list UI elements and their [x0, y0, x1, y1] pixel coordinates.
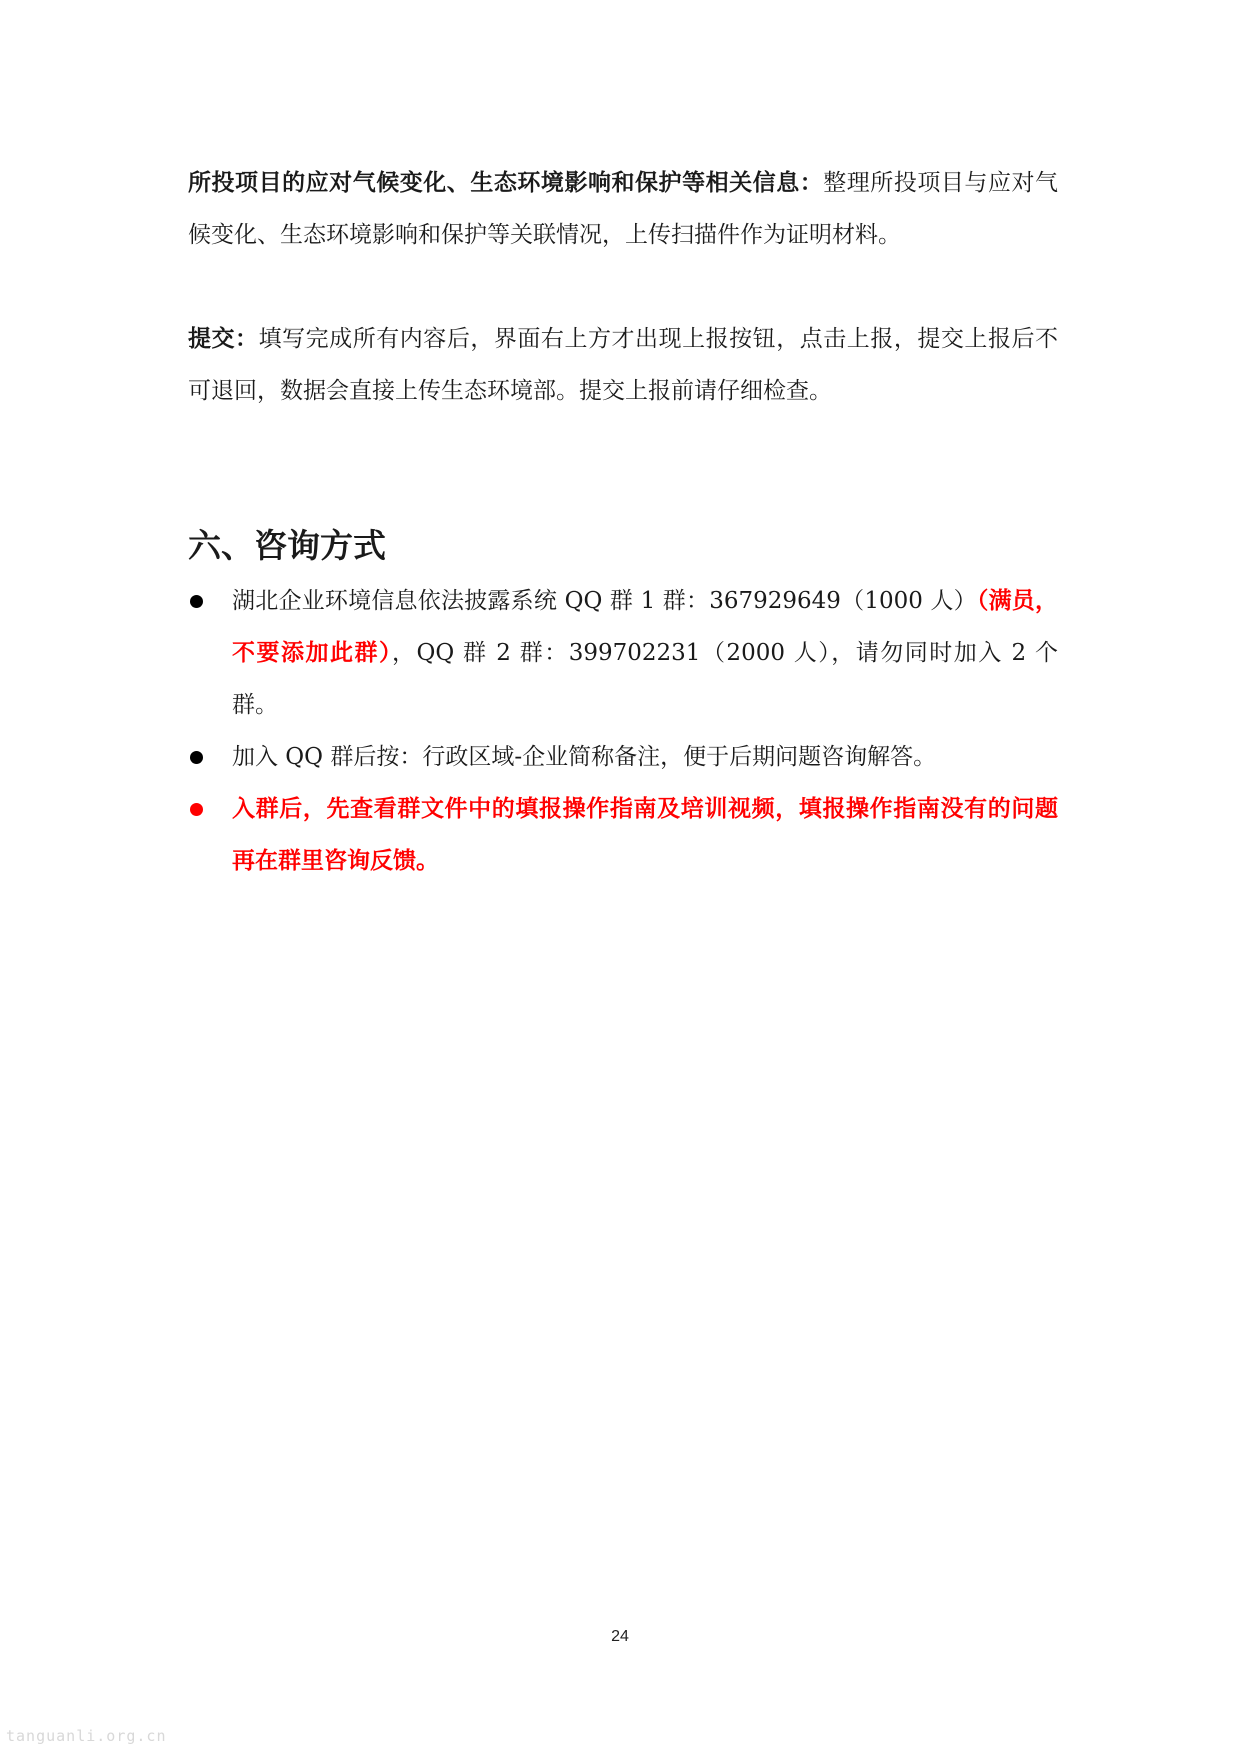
paragraph-text: 填写完成所有内容后，界面右上方才出现上报按钮，点击上报，提交上报后不可退回，数据会直接上传生态环境部。提交上报前请仔细检查。	[188, 326, 1059, 404]
paragraph-lead: 提交：	[188, 326, 259, 352]
remark-format-text: 加入 QQ 群后按：行政区域-企业简称备注，便于后期问题咨询解答。	[232, 744, 937, 770]
watermark: tanguanli.org.cn	[6, 1727, 167, 1745]
read-guide-text: 入群后，先查看群文件中的填报操作指南及培训视频，填报操作指南没有的问题再在群里咨询反馈。	[232, 796, 1058, 874]
page-number: 24	[611, 1628, 629, 1645]
section-heading: 六、咨询方式	[188, 526, 386, 565]
full-group-warning: （满员，不要添加此群）	[232, 588, 1059, 666]
list-item-qq-groups	[188, 575, 1058, 731]
list-item-read-guide	[188, 783, 1058, 887]
list-item-remark-format	[188, 731, 1058, 783]
paragraph-lead: 所投项目的应对气候变化、生态环境影响和保护等相关信息：	[188, 170, 824, 196]
paragraph-project-info	[188, 157, 1058, 261]
qq-groups-text-2: ，QQ 群 2 群：399702231（2000 人），请勿同时加入 2 个群。	[232, 640, 1059, 718]
bullet-dot-icon	[190, 751, 203, 764]
paragraph-submit	[188, 313, 1058, 417]
bullet-dot-icon	[190, 595, 203, 608]
contact-bullet-list	[188, 575, 1058, 887]
paragraph-text: 整理所投项目与应对气候变化、生态环境影响和保护等关联情况，上传扫描件作为证明材料。	[188, 170, 1059, 248]
bullet-dot-icon	[190, 803, 203, 816]
qq-groups-text-1: 湖北企业环境信息依法披露系统 QQ 群 1 群：367929649（1000 人）	[232, 588, 977, 614]
